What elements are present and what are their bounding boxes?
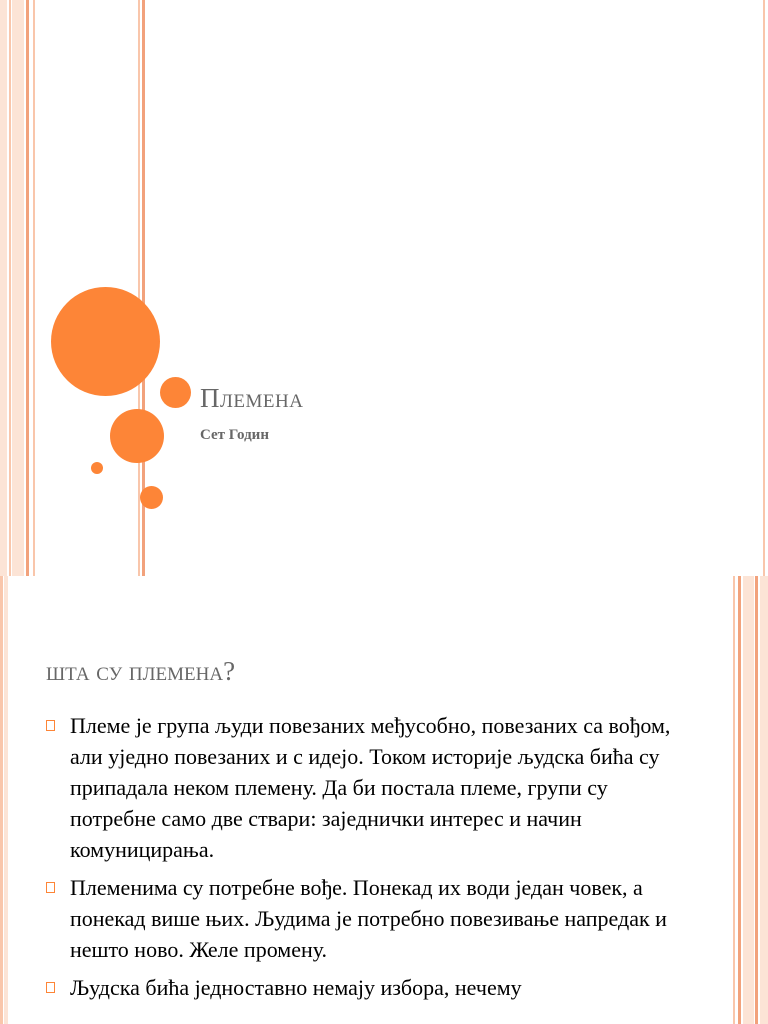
decorative-stripe <box>0 0 7 576</box>
decorative-stripe <box>738 576 741 1024</box>
bullet-text: Племенима су потребне вође. Понекад их води један човек, а понекад више њих. Људима је потребно повезивање напредак и нешто ново. Желе промену. <box>70 875 667 962</box>
decorative-stripe <box>760 576 768 1024</box>
bullet-text: Племе је група људи повезаних међусобно, повезаних са вођом, али уједно повезаних и с идејо. Током историје људска бића су припадала неком племену. Да би постала племе, групи су потребне само две ствари: заједнички интерес и начин комуницирања. <box>70 713 671 862</box>
decorative-circle-medium <box>110 409 164 463</box>
square-bullet-icon <box>46 720 55 731</box>
slide-subtitle: Сет Годин <box>200 427 269 443</box>
decorative-circle-tiny <box>91 462 103 474</box>
bullet-list <box>46 710 686 1010</box>
list-item <box>46 972 686 1003</box>
bullet-text: Људска бића једноставно немају избора, нечему <box>70 975 522 1000</box>
decorative-stripe <box>26 0 29 576</box>
decorative-circle-small <box>160 377 191 408</box>
square-bullet-icon <box>46 882 55 893</box>
decorative-stripe <box>4 576 8 1024</box>
decorative-stripe <box>33 0 35 576</box>
content-slide <box>0 576 768 1024</box>
square-bullet-icon <box>46 982 55 993</box>
decorative-stripe <box>763 0 765 576</box>
decorative-stripe <box>743 576 754 1024</box>
decorative-circle-large <box>51 287 160 396</box>
decorative-stripe <box>12 0 24 576</box>
list-item <box>46 872 686 965</box>
slide-title: шта су племена? <box>46 656 236 686</box>
decorative-stripe <box>138 0 140 576</box>
slide-title: Племена <box>200 383 304 413</box>
decorative-stripe <box>733 576 735 1024</box>
list-item <box>46 710 686 865</box>
decorative-circle-small <box>140 486 163 509</box>
decorative-stripe <box>9 0 11 576</box>
decorative-stripe <box>755 576 758 1024</box>
decorative-stripe <box>0 576 3 1024</box>
